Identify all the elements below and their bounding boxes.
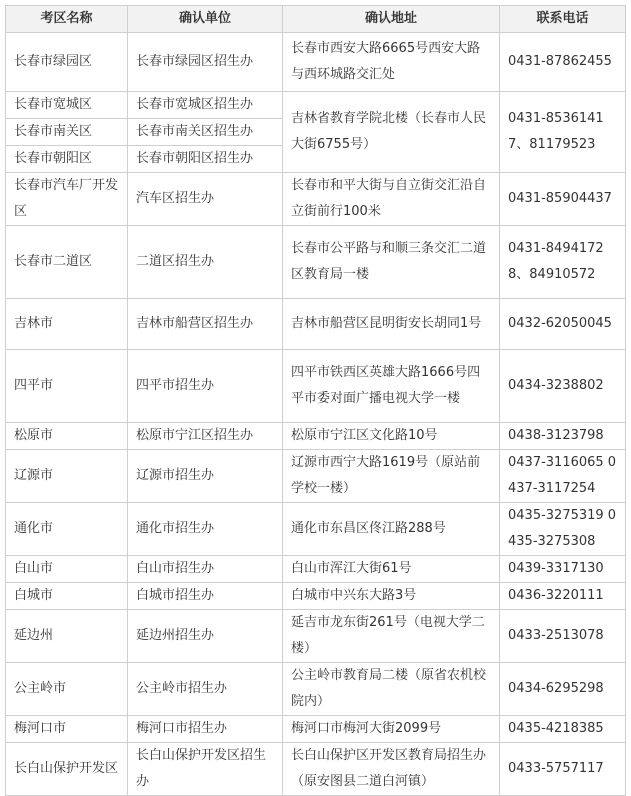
cell-phone: 0439-3317130 — [500, 556, 626, 583]
cell-unit: 白山市招生办 — [128, 556, 283, 583]
confirmation-sites-table — [5, 5, 626, 796]
table-row — [6, 173, 626, 226]
cell-unit: 长春市绿园区招生办 — [128, 33, 283, 92]
cell-unit: 公主岭市招生办 — [128, 663, 283, 716]
cell-area: 长春市南关区 — [6, 119, 128, 146]
table-row — [6, 423, 626, 450]
cell-address: 公主岭市教育局二楼（原省农机校院内） — [283, 663, 500, 716]
cell-address: 长春市公平路与和顺三条交汇二道区教育局一楼 — [283, 226, 500, 299]
cell-phone: 0438-3123798 — [500, 423, 626, 450]
cell-area: 松原市 — [6, 423, 128, 450]
cell-area: 长春市宽城区 — [6, 92, 128, 119]
cell-unit: 松原市宁江区招生办 — [128, 423, 283, 450]
table-row — [6, 226, 626, 299]
cell-address: 长春市西安大路6665号西安大路与西环城路交汇处 — [283, 33, 500, 92]
cell-area: 长白山保护开发区 — [6, 743, 128, 796]
cell-address: 长春市和平大街与自立街交汇沿自立街前行100米 — [283, 173, 500, 226]
cell-phone: 0435-4218385 — [500, 716, 626, 743]
cell-unit: 白城市招生办 — [128, 583, 283, 610]
table-row — [6, 92, 626, 119]
cell-address: 四平市铁西区英雄大路1666号四平市委对面广播电视大学一楼 — [283, 350, 500, 423]
header-area: 考区名称 — [6, 6, 128, 33]
cell-unit: 梅河口市招生办 — [128, 716, 283, 743]
cell-address: 白城市中兴东大路3号 — [283, 583, 500, 610]
table-row — [6, 610, 626, 663]
cell-phone: 0432-62050045 — [500, 299, 626, 350]
cell-address: 梅河口市梅河大街2099号 — [283, 716, 500, 743]
cell-unit: 辽源市招生办 — [128, 450, 283, 503]
cell-phone: 0434-6295298 — [500, 663, 626, 716]
cell-phone: 0431-85361417、81179523 — [500, 92, 626, 173]
cell-unit: 吉林市船营区招生办 — [128, 299, 283, 350]
cell-area: 白山市 — [6, 556, 128, 583]
table-row — [6, 350, 626, 423]
cell-area: 梅河口市 — [6, 716, 128, 743]
cell-address: 辽源市西宁大路1619号（原站前学校一楼） — [283, 450, 500, 503]
cell-phone: 0431-85904437 — [500, 173, 626, 226]
cell-area: 白城市 — [6, 583, 128, 610]
table-row — [6, 299, 626, 350]
cell-area: 公主岭市 — [6, 663, 128, 716]
cell-area: 长春市朝阳区 — [6, 146, 128, 173]
table-row — [6, 503, 626, 556]
cell-phone: 0433-2513078 — [500, 610, 626, 663]
table-row — [6, 33, 626, 92]
cell-address: 延吉市龙东街261号（电视大学二楼） — [283, 610, 500, 663]
cell-phone: 0435-3275319 0435-3275308 — [500, 503, 626, 556]
cell-address: 通化市东昌区佟江路288号 — [283, 503, 500, 556]
table-row — [6, 663, 626, 716]
cell-phone: 0436-3220111 — [500, 583, 626, 610]
cell-phone: 0431-84941728、84910572 — [500, 226, 626, 299]
cell-unit: 长春市朝阳区招生办 — [128, 146, 283, 173]
table-row — [6, 583, 626, 610]
cell-area: 辽源市 — [6, 450, 128, 503]
cell-area: 长春市绿园区 — [6, 33, 128, 92]
cell-unit: 四平市招生办 — [128, 350, 283, 423]
cell-address: 吉林市船营区昆明街安长胡同1号 — [283, 299, 500, 350]
header-unit: 确认单位 — [128, 6, 283, 33]
header-phone: 联系电话 — [500, 6, 626, 33]
table-header-row — [6, 6, 626, 33]
cell-phone: 0433-5757117 — [500, 743, 626, 796]
cell-unit: 长春市宽城区招生办 — [128, 92, 283, 119]
cell-unit: 二道区招生办 — [128, 226, 283, 299]
header-address: 确认地址 — [283, 6, 500, 33]
cell-address: 白山市浑江大街61号 — [283, 556, 500, 583]
cell-address: 松原市宁江区文化路10号 — [283, 423, 500, 450]
cell-area: 四平市 — [6, 350, 128, 423]
cell-area: 长春市二道区 — [6, 226, 128, 299]
table-row — [6, 450, 626, 503]
table-row — [6, 716, 626, 743]
cell-area: 通化市 — [6, 503, 128, 556]
cell-address: 长白山保护区开发区教育局招生办（原安图县二道白河镇） — [283, 743, 500, 796]
cell-area: 延边州 — [6, 610, 128, 663]
cell-phone: 0431-87862455 — [500, 33, 626, 92]
table-row — [6, 556, 626, 583]
cell-area: 长春市汽车厂开发区 — [6, 173, 128, 226]
cell-phone: 0437-3116065 0437-3117254 — [500, 450, 626, 503]
cell-unit: 长春市南关区招生办 — [128, 119, 283, 146]
cell-unit: 汽车区招生办 — [128, 173, 283, 226]
cell-unit: 延边州招生办 — [128, 610, 283, 663]
cell-area: 吉林市 — [6, 299, 128, 350]
cell-phone: 0434-3238802 — [500, 350, 626, 423]
cell-unit: 长白山保护开发区招生办 — [128, 743, 283, 796]
cell-address: 吉林省教育学院北楼（长春市人民大街6755号） — [283, 92, 500, 173]
table-row — [6, 743, 626, 796]
cell-unit: 通化市招生办 — [128, 503, 283, 556]
